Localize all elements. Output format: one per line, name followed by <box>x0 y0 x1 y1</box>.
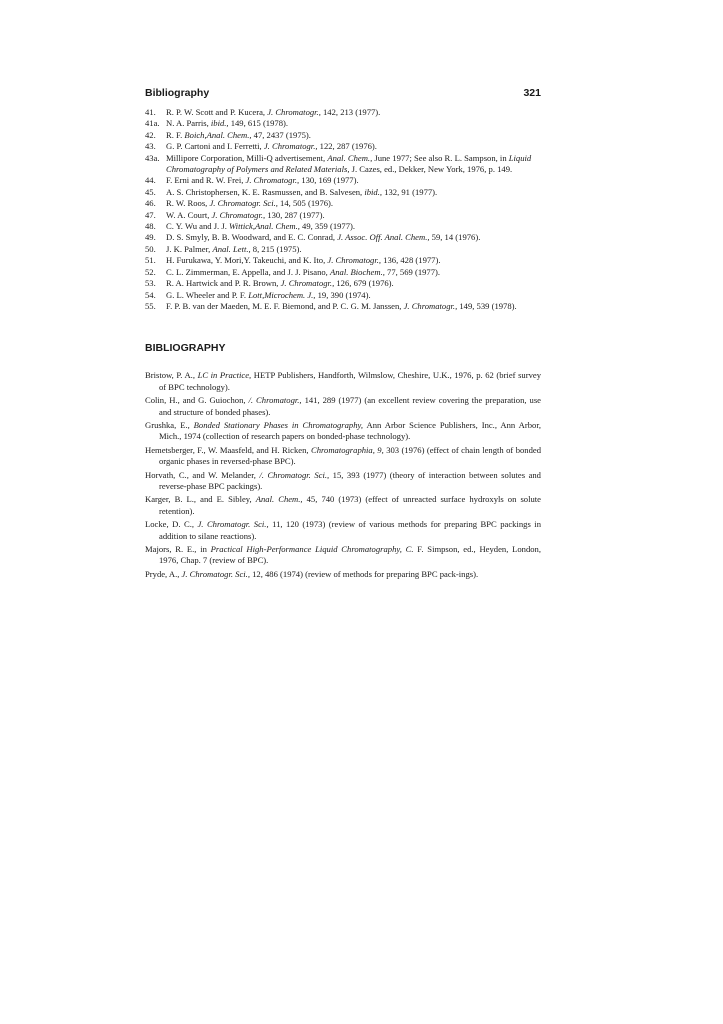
bibliography-list <box>145 370 541 580</box>
text-run: G. L. Wheeler and P. F. <box>166 289 249 300</box>
text-run: 14, 505 (1976). <box>277 198 334 209</box>
text-run: F. P. B. van der Maeden, M. E. F. Biemond, and P. C. G. M. Janssen, <box>166 300 404 311</box>
italic-text: J. Chromatogr. Sci., <box>181 568 250 579</box>
italic-text: Lott,Microchem. J., <box>248 289 316 300</box>
reference-item <box>145 301 541 312</box>
text-run: 149, 539 (1978). <box>457 300 517 311</box>
text-run: 59, 14 (1976). <box>429 232 481 243</box>
reference-number: 41a. <box>145 118 160 129</box>
italic-text: Boich,Anal. Chem., <box>184 129 252 140</box>
text-run: R. W. Roos, <box>166 198 210 209</box>
reference-number: 51. <box>145 255 156 266</box>
reference-number: 48. <box>145 221 156 232</box>
text-run: 47, 2437 (1975). <box>251 129 311 140</box>
italic-text: J. Assoc. Off. Anal. Chem., <box>337 232 430 243</box>
reference-number: 43. <box>145 141 156 152</box>
reference-number: 42. <box>145 129 156 140</box>
text-run: Millipore Corporation, Milli-Q advertisement, <box>166 152 328 163</box>
italic-text: J. Chromatogr., <box>263 141 318 152</box>
section-title: BIBLIOGRAPHY <box>145 342 226 355</box>
italic-text: J. Chromatogr., <box>327 255 382 266</box>
text-run: 45, 740 (1973) (effect of unreacted surface hydroxyls on solute retention). <box>159 494 541 516</box>
text-run: J. Cazes, ed., Dekker, New York, 1976, p. 149. <box>349 164 513 175</box>
text-run: D. S. Smyly, B. B. Woodward, and E. C. Conrad, <box>166 232 338 243</box>
italic-text: ibid., <box>210 118 229 129</box>
text-run: 303 (1976) (effect of chain length of bonded organic phases in reversed-phase BPC). <box>159 444 542 467</box>
reference-item <box>145 198 541 209</box>
bibliography-entry <box>145 544 541 567</box>
text-run: Ann Arbor Science Publishers, Inc., Ann Arbor, Mich., 1974 (collection of research papers on bonded-phase technology). <box>159 419 542 442</box>
italic-text: Anal. Biochem., <box>329 266 385 277</box>
text-run: 49, 359 (1977). <box>299 221 356 232</box>
reference-number: 41. <box>145 107 156 117</box>
italic-text: Liquid Chromatography of Polymers and Related Materials, <box>166 152 532 175</box>
text-run: 8, 215 (1975). <box>250 243 302 254</box>
text-run: Locke, D. C., <box>145 519 198 530</box>
bibliography-entry <box>145 470 541 493</box>
text-run: C. L. Zimmerman, E. Appella, and J. J. Pisano, <box>166 266 330 277</box>
reference-item <box>145 210 541 221</box>
italic-text: /. Chromatogr., <box>248 395 302 406</box>
text-run: 132, 91 (1977). <box>382 186 438 197</box>
italic-text: Chromatographia, 9, <box>310 444 384 455</box>
text-run: Grushka, E., <box>145 419 194 430</box>
italic-text: Wittick,Anal. Chem., <box>229 221 300 232</box>
bibliography-entry <box>145 445 541 468</box>
italic-text: Anal. Lett., <box>212 243 251 254</box>
text-run: J. K. Palmer, <box>166 243 213 254</box>
text-run: 130, 169 (1977). <box>299 175 359 186</box>
reference-item <box>145 267 541 278</box>
italic-text: Anal. Chem., <box>327 152 373 163</box>
text-run: 15, 393 (1977) (theory of interaction between solutes and reverse-phase BPC packings). <box>159 469 541 491</box>
reference-number: 54. <box>145 289 156 300</box>
bibliography-entry <box>145 370 541 393</box>
text-run: 149, 615 (1978). <box>228 118 288 129</box>
reference-number: 44. <box>145 175 156 186</box>
italic-text: J. Chromatogr. Sci., <box>197 519 269 530</box>
text-run: R. F. <box>166 129 185 140</box>
text-run: Hemetsberger, F., W. Maasfeld, and H. Ricken, <box>145 444 311 455</box>
reference-number: 52. <box>145 266 156 277</box>
text-run: W. A. Court, <box>166 209 212 220</box>
text-run: R. P. W. Scott and P. Kucera, <box>166 107 268 117</box>
italic-text: LC in Practice, <box>197 370 252 381</box>
text-run: Colin, H., and G. Guiochon, <box>145 395 249 406</box>
text-run: June 1977; See also R. L. Sampson, in <box>372 152 509 163</box>
reference-number: 47. <box>145 209 156 220</box>
reference-item <box>145 153 541 176</box>
book-page <box>145 87 541 582</box>
text-run: R. A. Hartwick and P. R. Brown, <box>166 278 281 289</box>
reference-item <box>145 118 541 129</box>
reference-number: 49. <box>145 232 156 243</box>
italic-text: ibid., <box>364 186 383 197</box>
reference-number: 46. <box>145 198 156 209</box>
reference-item <box>145 175 541 186</box>
bibliography-entry <box>145 420 541 443</box>
italic-text: Anal. Chem., <box>255 494 303 505</box>
text-run: 77, 569 (1977). <box>384 266 441 277</box>
reference-item <box>145 244 541 255</box>
text-run: 141, 289 (1977) (an excellent review covering the preparation, use and structure of bonded phases). <box>159 395 541 417</box>
reference-number: 45. <box>145 186 156 197</box>
reference-number: 53. <box>145 278 156 289</box>
bibliography-entry <box>145 395 541 418</box>
text-run: Bristow, P. A., <box>145 370 198 381</box>
text-run: A. S. Christophersen, K. E. Rasmussen, and B. Salvesen, <box>166 186 365 197</box>
text-run: 136, 428 (1977). <box>381 255 441 266</box>
reference-item <box>145 255 541 266</box>
page-number: 321 <box>523 87 541 99</box>
italic-text: J. Chromatogr. Sci., <box>209 198 278 209</box>
italic-text: J. Chromatogr., <box>267 107 321 117</box>
reference-number: 55. <box>145 300 156 311</box>
reference-item <box>145 278 541 289</box>
italic-text: Bonded Stationary Phases in Chromatography, <box>193 419 364 430</box>
text-run: HETP Publishers, Handforth, Wilmslow, Cheshire, U.K., 1976, p. 62 (brief survey of BPC technology). <box>159 370 541 392</box>
text-run: Majors, R. E., in <box>145 544 211 554</box>
reference-item <box>145 141 541 152</box>
italic-text: J. Chromatogr., <box>280 278 335 289</box>
italic-text: J. Chromatogr., <box>245 175 300 186</box>
reference-item <box>145 107 541 118</box>
text-run: 130, 287 (1977). <box>265 209 325 220</box>
text-run: Horvath, C., and W. Melander, <box>145 469 260 480</box>
reference-item <box>145 290 541 301</box>
reference-item <box>145 130 541 141</box>
italic-text: J. Chromatogr., <box>403 300 458 311</box>
text-run: H. Furukawa, Y. Mori,Y. Takeuchi, and K. Ito, <box>166 255 328 266</box>
text-run: 11, 120 (1973) (review of various methods for preparing BPC packings in addition to silane reactions). <box>159 519 541 541</box>
text-run: Karger, B. L., and E. Sibley, <box>145 494 256 505</box>
bibliography-entry <box>145 569 541 580</box>
italic-text: Practical High-Performance Liquid Chromatography, C. <box>210 544 414 554</box>
bibliography-entry <box>145 519 541 542</box>
text-run: 19, 390 (1974). <box>315 289 371 300</box>
reference-item <box>145 232 541 243</box>
reference-number: 50. <box>145 243 156 254</box>
bibliography-entry <box>145 494 541 517</box>
text-run: 122, 287 (1976). <box>317 141 377 152</box>
reference-number: 43a. <box>145 152 160 163</box>
text-run: F. Erni and R. W. Frei, <box>166 175 246 186</box>
text-run: 12, 486 (1974) (review of methods for preparing BPC pack-ings). <box>249 568 479 579</box>
text-run: N. A. Parris, <box>166 118 211 129</box>
text-run: F. Simpson, ed., Heyden, London, 1976, Chap. 7 (review of BPC). <box>159 544 541 566</box>
text-run: C. Y. Wu and J. J. <box>166 221 229 232</box>
italic-text: J. Chromatogr., <box>211 209 266 220</box>
running-head <box>145 87 541 103</box>
text-run: Pryde, A., <box>145 568 182 579</box>
reference-item <box>145 187 541 198</box>
text-run: 142, 213 (1977). <box>320 107 381 117</box>
italic-text: /. Chromatogr. Sci., <box>259 469 330 480</box>
reference-list <box>145 107 541 312</box>
text-run: 126, 679 (1976). <box>334 278 394 289</box>
running-head-title: Bibliography <box>145 87 210 99</box>
text-run: G. P. Cartoni and I. Ferretti, <box>166 141 264 152</box>
reference-item <box>145 221 541 232</box>
